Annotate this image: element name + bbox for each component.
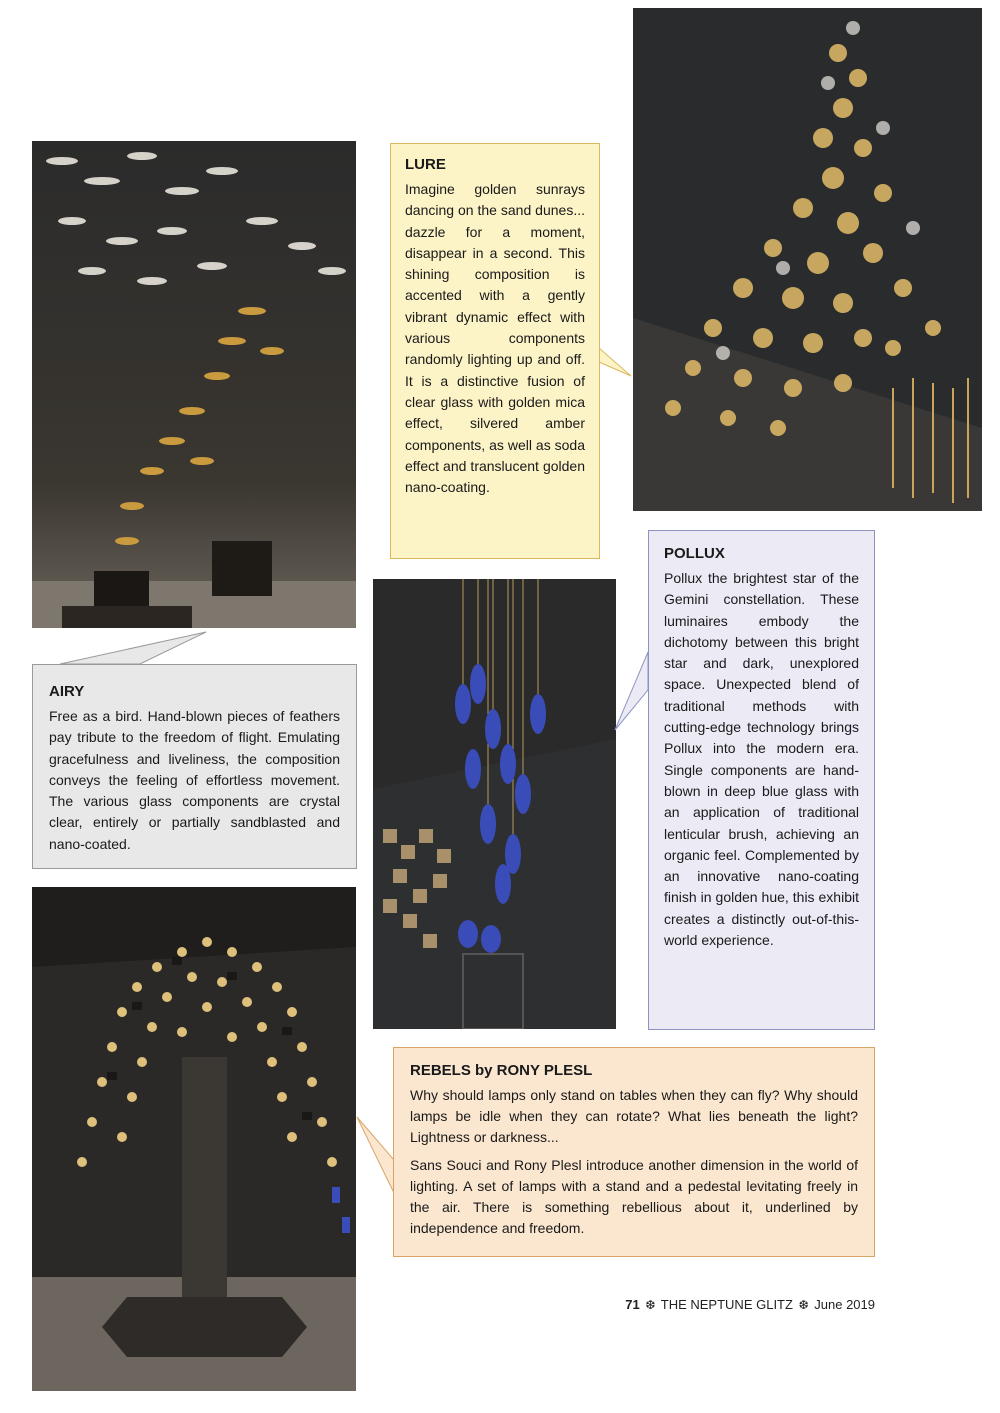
- lure-callout-pointer: [599, 340, 635, 380]
- airy-callout: [32, 664, 357, 869]
- rebels-para-1: Why should lamps only stand on tables when they can fly? Why should lamps be idle when they can rotate? What lies beneath the light? Lightness or darkness...: [410, 1087, 858, 1145]
- lure-body: Imagine golden sunrays dancing on the sand dunes... dazzle for a moment, disappear in a second. This shining composition is accented with a gently vibrant dynamic effect with various components randomly lighting up and off. It is a distinctive fusion of clear glass with golden mica effect, silvered amber components, as well as soda effect and translucent golden nano-coating.: [405, 181, 585, 496]
- publication-name: THE NEPTUNE GLITZ: [660, 1297, 793, 1312]
- rebels-para-2: Sans Souci and Rony Plesl introduce another dimension in the world of lighting. A set of lamps with a stand and a pedestal levitating freely in the air. There is something rebellious about it, underlined by independence and freedom.: [410, 1157, 858, 1236]
- rebels-title: REBELS by RONY PLESL: [410, 1062, 593, 1079]
- airy-body: Free as a bird. Hand-blown pieces of feathers pay tribute to the freedom of flight. Emulating gracefulness and liveliness, the composition conveys the feeling of effortless movement. The various glass components are crystal clear, entirely or partially sandblasted and nano-coated.: [49, 708, 340, 852]
- lure-callout: [390, 143, 600, 559]
- rebels-lamp-tree-photo: [32, 887, 356, 1391]
- pollux-blue-pendants-photo: [373, 579, 616, 1029]
- rebels-callout-pointer: [355, 1115, 395, 1195]
- airy-callout-pointer: [60, 630, 210, 666]
- lure-golden-discs-photo: [633, 8, 982, 511]
- snowflake-icon: ❆: [645, 1298, 656, 1312]
- lure-title: LURE: [405, 156, 446, 173]
- page-footer: [540, 1297, 875, 1312]
- pollux-title: POLLUX: [664, 545, 725, 562]
- issue-date: June 2019: [814, 1297, 875, 1312]
- airy-title: AIRY: [49, 683, 85, 700]
- pollux-callout-pointer: [613, 650, 649, 734]
- snowflake-icon: ❆: [798, 1298, 809, 1312]
- rebels-callout: [393, 1047, 875, 1257]
- pollux-callout: [648, 530, 875, 1030]
- page-number: 71: [625, 1297, 640, 1312]
- pollux-body: Pollux the brightest star of the Gemini constellation. These luminaires embody the dichotomy between this bright star and dark, unexplored space. Unexpected blend of traditional methods with cutting-edge technology brings Pollux into the modern era. Single components are hand-blown in deep blue glass with an application of traditional lenticular brush, achieving an organic feel. Complemented by an innovative nano-coating finish in golden hue, this exhibit creates a distinctly out-of-this-world experience.: [664, 570, 859, 949]
- airy-feathers-photo: [32, 141, 356, 628]
